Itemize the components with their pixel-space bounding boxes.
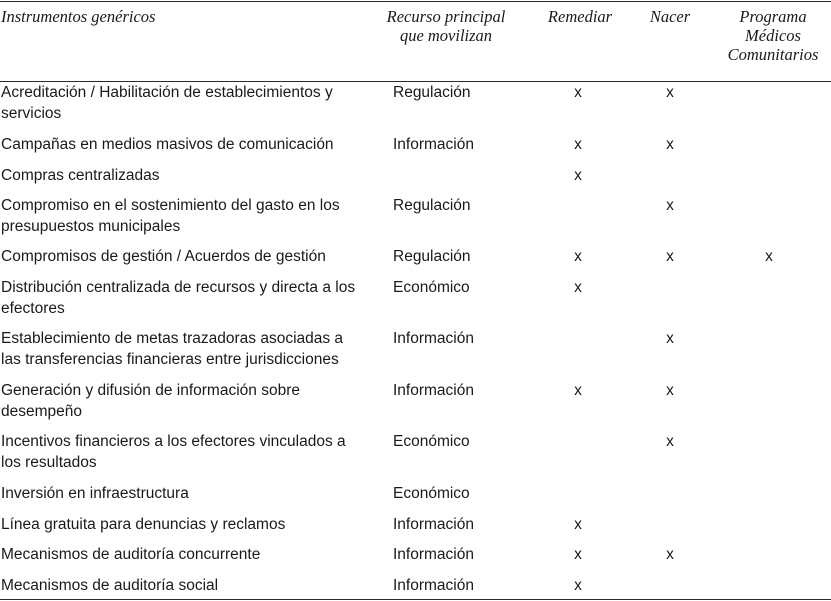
table-bottom-rule: [0, 599, 831, 600]
row-instrumento: Compromisos de gestión / Acuerdos de gestión: [1, 248, 326, 265]
header-instrumentos: Instrumentos genéricos: [1, 7, 156, 26]
row-recurso: Económico: [393, 279, 470, 296]
row-mark-remediar: x: [574, 577, 582, 594]
row-recurso: Información: [393, 577, 474, 594]
row-mark-remediar: x: [574, 136, 582, 153]
row-mark-nacer: x: [666, 546, 674, 563]
row-mark-nacer: x: [666, 136, 674, 153]
row-instrumento: Compromiso en el sostenimiento del gasto en los presupuestos municipales: [1, 197, 340, 235]
row-recurso: Información: [393, 516, 474, 533]
table-top-rule: [0, 1, 831, 2]
row-mark-nacer: x: [666, 330, 674, 347]
row-instrumento: Línea gratuita para denuncias y reclamos: [1, 516, 286, 533]
row-recurso: Información: [393, 546, 474, 563]
row-recurso: Información: [393, 382, 474, 399]
row-mark-remediar: x: [574, 248, 582, 265]
row-recurso: Económico: [393, 485, 470, 502]
row-instrumento: Mecanismos de auditoría social: [1, 577, 219, 594]
row-mark-remediar: x: [574, 516, 582, 533]
row-mark-remediar: x: [574, 382, 582, 399]
header-nacer: Nacer: [649, 7, 691, 26]
row-mark-nacer: x: [666, 197, 674, 214]
row-instrumento: Establecimiento de metas trazadoras asociadas a las transferencias financieras entre jurisdicciones: [1, 330, 344, 368]
row-instrumento: Mecanismos de auditoría concurrente: [1, 546, 261, 563]
header-remediar: Remediar: [547, 7, 613, 26]
row-mark-remediar: x: [574, 84, 582, 101]
row-recurso: Económico: [393, 433, 470, 450]
row-mark-nacer: x: [666, 248, 674, 265]
header-programa: Programa Médicos Comunitarios: [727, 7, 819, 64]
row-mark-programa: x: [765, 248, 773, 265]
row-recurso: Información: [393, 136, 474, 153]
row-instrumento: Generación y difusión de información sobre desempeño: [1, 382, 300, 420]
row-recurso: Regulación: [393, 248, 471, 265]
row-mark-remediar: x: [574, 279, 582, 296]
row-recurso: Información: [393, 330, 474, 347]
row-instrumento: Compras centralizadas: [1, 167, 160, 184]
row-mark-nacer: x: [666, 84, 674, 101]
row-instrumento: Campañas en medios masivos de comunicación: [1, 136, 334, 153]
row-mark-remediar: x: [574, 546, 582, 563]
header-recurso: Recurso principal que movilizan: [386, 7, 506, 45]
row-mark-nacer: x: [666, 433, 674, 450]
row-recurso: Regulación: [393, 84, 471, 101]
row-instrumento: Inversión en infraestructura: [1, 485, 189, 502]
row-recurso: Regulación: [393, 197, 471, 214]
row-mark-remediar: x: [574, 167, 582, 184]
row-instrumento: Distribución centralizada de recursos y directa a los efectores: [1, 279, 356, 317]
row-instrumento: Acreditación / Habilitación de establecimientos y servicios: [1, 84, 333, 122]
row-mark-nacer: x: [666, 382, 674, 399]
row-instrumento: Incentivos financieros a los efectores vinculados a los resultados: [1, 433, 346, 471]
